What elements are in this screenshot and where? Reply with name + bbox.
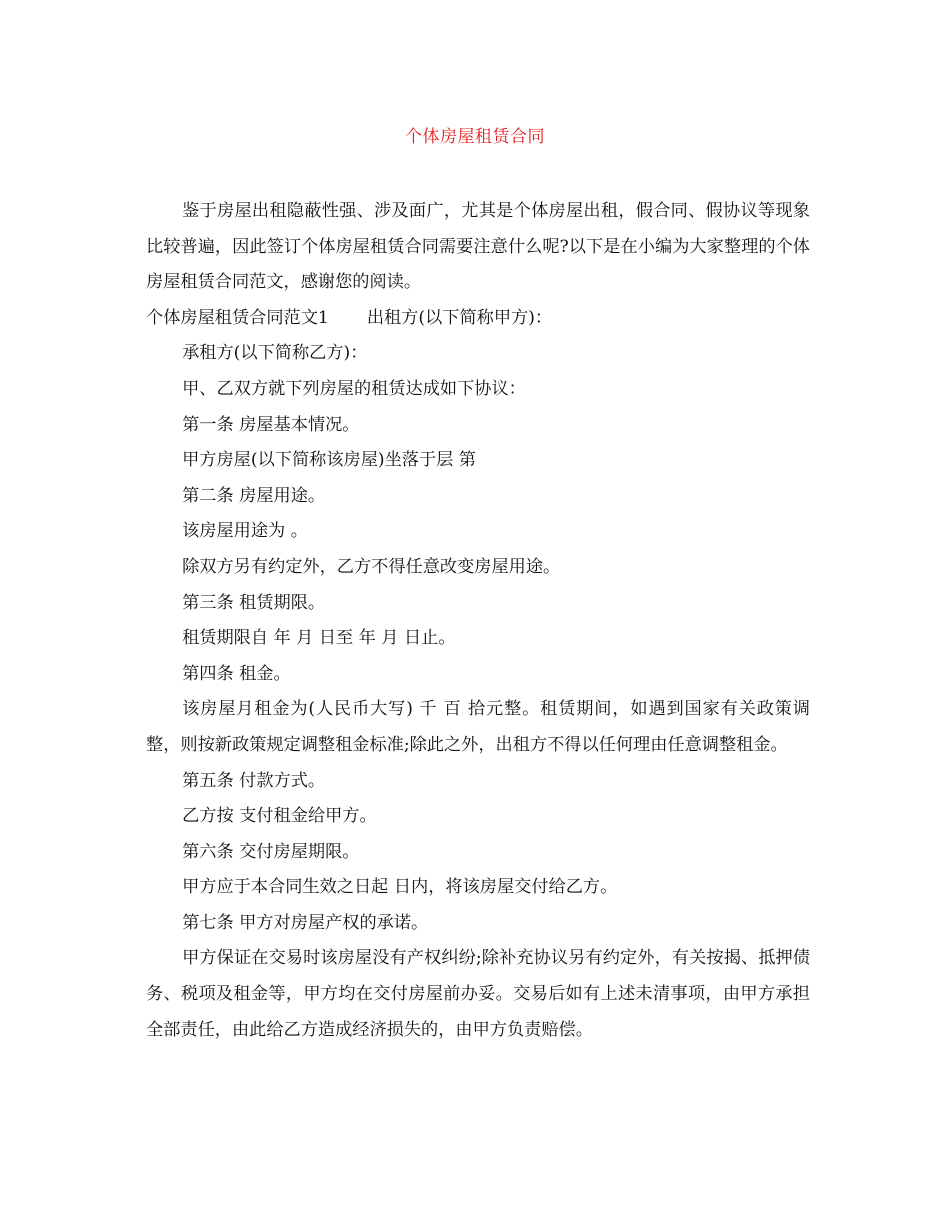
article-3-title: 第三条 租赁期限。: [182, 592, 326, 613]
article-5-title: 第五条 付款方式。: [182, 770, 326, 791]
intro-paragraph: 鉴于房屋出租隐蔽性强、涉及面广，尤其是个体房屋出租，假合同、假协议等现象比较普遍，因此签订个体房屋租赁合同需要注意什么呢?以下是在小编为大家整理的个体房屋租赁合同范文，感谢您的阅读。: [146, 201, 810, 293]
article-1-title: 第一条 房屋基本情况。: [182, 414, 360, 435]
article-4-text: 该房屋月租金为(人民币大写) 千 百 拾元整。租赁期间，如遇到国家有关政策调整，则按新政策规定调整租金标准;除此之外，出租方不得以任何理由任意调整租金。: [146, 699, 810, 755]
sample-heading: 个体房屋租赁合同范文1: [146, 307, 329, 328]
article-5-text: 乙方按 支付租金给甲方。: [182, 806, 377, 827]
sample-heading-line: [146, 301, 810, 337]
article-2-text-2: 除双方另有约定外，乙方不得任意改变房屋用途。: [182, 556, 561, 577]
document-title: 个体房屋租赁合同: [405, 127, 545, 147]
article-4-title: 第四条 租金。: [182, 663, 291, 684]
lessor-line: 出租方(以下简称甲方)：: [366, 307, 553, 328]
article-7-text: 甲方保证在交易时该房屋没有产权纠纷;除补充协议另有约定外，有关按揭、抵押债务、税项及租金等，甲方均在交付房屋前办妥。交易后如有上述未清事项，由甲方承担全部责任，由此给乙方造成经济损失的，由甲方负责赔偿。: [146, 948, 810, 1040]
article-1-text: 甲方房屋(以下简称该房屋)坐落于层 第: [182, 450, 476, 471]
article-6-text: 甲方应于本合同生效之日起 日内，将该房屋交付给乙方。: [182, 877, 618, 898]
article-2-title: 第二条 房屋用途。: [182, 485, 326, 506]
agreement-line: 甲、乙双方就下列房屋的租赁达成如下协议：: [182, 378, 526, 399]
article-3-text: 租赁期限自 年 月 日至 年 月 日止。: [182, 628, 456, 649]
lessee-line: 承租方(以下简称乙方)：: [182, 343, 368, 364]
article-6-title: 第六条 交付房屋期限。: [182, 841, 360, 862]
article-7-title: 第七条 甲方对房屋产权的承诺。: [182, 912, 429, 933]
article-2-text-1: 该房屋用途为 。: [182, 521, 308, 542]
document-body: [146, 194, 810, 1048]
